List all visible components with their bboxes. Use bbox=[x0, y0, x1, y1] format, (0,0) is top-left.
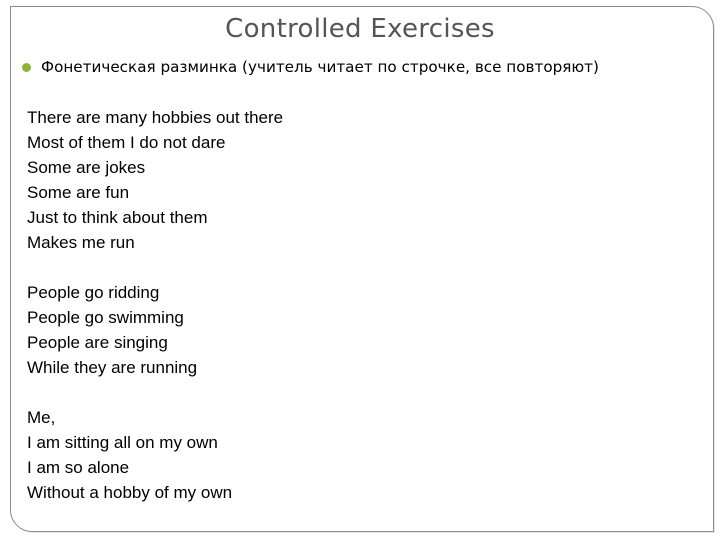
bullet-item bbox=[22, 56, 599, 78]
poem-line: I am sitting all on my own bbox=[27, 433, 218, 452]
poem-stanza bbox=[27, 405, 283, 505]
bullet-dot-icon bbox=[22, 63, 31, 72]
poem-line: Some are jokes bbox=[27, 158, 146, 177]
poem-line: Me, bbox=[27, 408, 56, 427]
poem-stanza bbox=[27, 105, 283, 255]
poem-line: People go swimming bbox=[27, 308, 184, 327]
poem-line: People are singing bbox=[27, 333, 168, 352]
poem-line: I am so alone bbox=[27, 458, 130, 477]
bullet-text: Фонетическая разминка (учитель читает по строчке, все повторяют) bbox=[41, 58, 599, 76]
poem-line: While they are running bbox=[27, 358, 198, 377]
poem-line: Just to think about them bbox=[27, 208, 208, 227]
poem bbox=[27, 105, 283, 530]
poem-line: Most of them I do not dare bbox=[27, 133, 226, 152]
poem-line: Some are fun bbox=[27, 183, 130, 202]
poem-line: Makes me run bbox=[27, 233, 135, 252]
slide-title: Controlled Exercises bbox=[225, 14, 495, 44]
poem-stanza bbox=[27, 280, 283, 380]
poem-line: Without a hobby of my own bbox=[27, 483, 233, 502]
poem-line: There are many hobbies out there bbox=[27, 108, 284, 127]
poem-line: People go ridding bbox=[27, 283, 160, 302]
